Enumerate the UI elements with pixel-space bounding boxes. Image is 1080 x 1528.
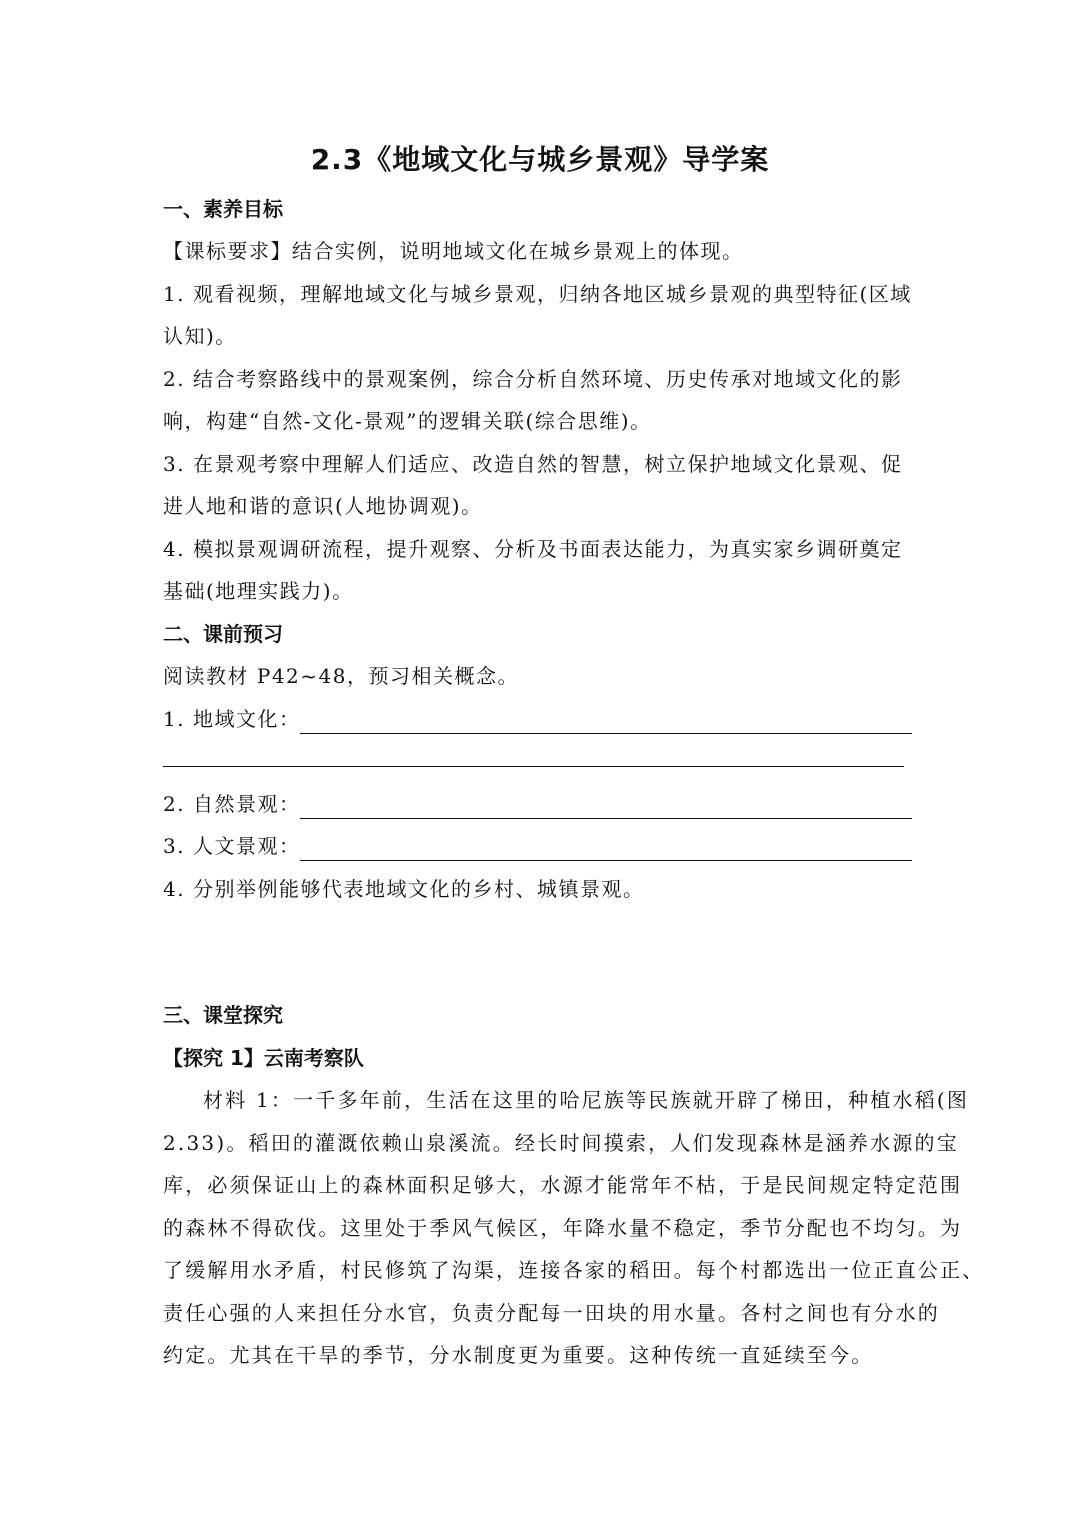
preview-question-3 xyxy=(163,831,923,861)
answer-blank-1[interactable] xyxy=(300,711,912,734)
inquiry-1-title xyxy=(163,1043,923,1073)
goal-4-line-1: 4. 模拟景观调研流程，提升观察、分析及书面表达能力，为真实家乡调研奠定 xyxy=(163,537,903,561)
preview-question-4: 4. 分别举例能够代表地域文化的乡村、城镇景观。 xyxy=(163,877,645,901)
material-line-4: 的森林不得砍伐。这里处于季风气候区，年降水量不稳定，季节分配也不均匀。为 xyxy=(163,1216,963,1240)
section-heading-goals: 一、素养目标 xyxy=(163,197,283,221)
answer-blank-3[interactable] xyxy=(300,838,912,861)
goal-3-line-1: 3. 在景观考察中理解人们适应、改造自然的智慧，树立保护地域文化景观、促 xyxy=(163,452,903,476)
page-title: 2.3《地域文化与城乡景观》导学案 xyxy=(310,143,770,176)
section-heading-preview: 二、课前预习 xyxy=(163,622,283,646)
curriculum-standard xyxy=(163,236,923,266)
standard-text: 结合实例，说明地域文化在城乡景观上的体现。 xyxy=(292,239,744,263)
goal-4-line-2: 基础(地理实践力)。 xyxy=(163,579,354,603)
goal-1-line-2: 认知)。 xyxy=(163,324,237,348)
answer-blank-2[interactable] xyxy=(300,796,912,819)
goal-2-line-1: 2. 结合考察路线中的景观案例，综合分析自然环境、历史传承对地域文化的影 xyxy=(163,367,903,391)
standard-tag: 【课标要求】 xyxy=(163,239,292,263)
inquiry-tag: 【探究 1】 xyxy=(163,1046,264,1070)
goal-1-line-1: 1. 观看视频，理解地域文化与城乡景观，归纳各地区城乡景观的典型特征(区域 xyxy=(163,282,912,306)
section-heading-inquiry: 三、课堂探究 xyxy=(163,1003,283,1027)
material-line-1: 材料 1：一千多年前，生活在这里的哈尼族等民族就开辟了梯田，种植水稻(图 xyxy=(203,1088,970,1112)
material-line-5: 了缓解用水矛盾，村民修筑了沟渠，连接各家的稻田。每个村都选出一位正直公正、 xyxy=(163,1258,985,1282)
answer-blank-1-continued[interactable] xyxy=(163,766,904,767)
material-line-2: 2.33)。稻田的灌溉依赖山泉溪流。经长时间摸索，人们发现森林是涵养水源的宝 xyxy=(163,1131,959,1155)
goal-3-line-2: 进人地和谐的意识(人地协调观)。 xyxy=(163,494,483,518)
material-line-7: 约定。尤其在干旱的季节，分水制度更为重要。这种传统一直延续至今。 xyxy=(163,1343,874,1367)
preview-intro: 阅读教材 P42~48，预习相关概念。 xyxy=(163,664,519,688)
inquiry-name: 云南考察队 xyxy=(263,1046,364,1070)
question-label: 2. 自然景观： xyxy=(163,792,301,816)
material-line-3: 库，必须保证山上的森林面积足够大，水源才能常年不枯，于是民间规定特定范围 xyxy=(163,1173,963,1197)
preview-question-1 xyxy=(163,704,923,734)
goal-2-line-2: 响，构建“自然-文化-景观”的逻辑关联(综合思维)。 xyxy=(163,409,652,433)
preview-question-2 xyxy=(163,789,923,819)
question-label: 3. 人文景观： xyxy=(163,834,301,858)
material-line-6: 责任心强的人来担任分水官，负责分配每一田块的用水量。各村之间也有分水的 xyxy=(163,1301,940,1325)
question-label: 1. 地域文化： xyxy=(163,707,301,731)
